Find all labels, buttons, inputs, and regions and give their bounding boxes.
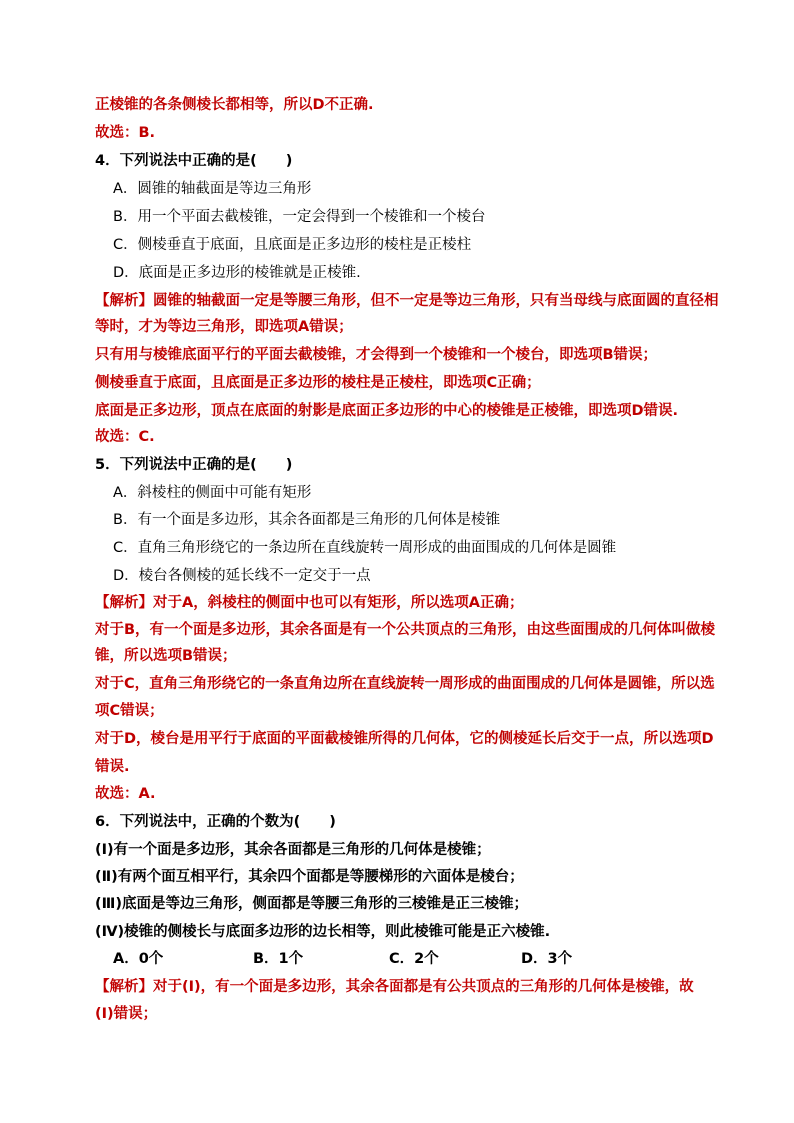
q4-choice: 故选：C. bbox=[95, 429, 155, 445]
q5-analysis-line bbox=[95, 593, 523, 613]
q3-analysis-line: 正棱锥的各条侧棱长都相等，所以D不正确. bbox=[95, 97, 374, 113]
q6-analysis-line bbox=[95, 977, 694, 997]
q6-answer-c: C．2个 bbox=[389, 951, 439, 967]
q5-analysis-line: 对于D，棱台是用平行于底面的平面截棱锥所得的几何体，它的侧棱延长后交于一点，所以选项D bbox=[95, 731, 714, 747]
q5-analysis-line: 项C错误； bbox=[95, 703, 164, 719]
q5-option-a: A．斜棱柱的侧面中可能有矩形 bbox=[113, 485, 312, 501]
q3-choice: 故选：B. bbox=[95, 125, 156, 141]
q5-option-d: D．棱台各侧棱的延长线不一定交于一点 bbox=[113, 568, 371, 584]
q4-option-c: C．侧棱垂直于底面，且底面是正多边形的棱柱是正棱柱 bbox=[113, 237, 472, 253]
q4-analysis-line: 等时，才为等边三角形，即选项A错误； bbox=[95, 319, 353, 335]
q4-analysis-line bbox=[95, 291, 719, 311]
analysis-tag: 【解析】 bbox=[95, 979, 153, 995]
q4-analysis-line: 只有用与棱锥底面平行的平面去截棱锥，才会得到一个棱锥和一个棱台，即选项B错误； bbox=[95, 347, 658, 363]
analysis-tag: 【解析】 bbox=[95, 293, 153, 309]
q4-option-a: A．圆锥的轴截面是等边三角形 bbox=[113, 181, 312, 197]
q6-statement-1: (Ⅰ)有一个面是多边形，其余各面都是三角形的几何体是棱锥； bbox=[95, 842, 491, 858]
q5-option-c: C．直角三角形绕它的一条边所在直线旋转一周形成的曲面围成的几何体是圆锥 bbox=[113, 540, 617, 556]
q6-answer-d: D．3个 bbox=[521, 951, 573, 967]
q5-analysis-line: 对于C，直角三角形绕它的一条直角边所在直线旋转一周形成的曲面围成的几何体是圆锥，所以选 bbox=[95, 676, 715, 692]
q5-analysis-line: 锥，所以选项B错误； bbox=[95, 648, 237, 664]
q5-analysis-line: 错误. bbox=[95, 759, 130, 775]
q6-analysis-line: (Ⅰ)错误； bbox=[95, 1006, 158, 1022]
q4-analysis-line: 底面是正多边形，顶点在底面的射影是底面正多边形的中心的棱锥是正棱锥，即选项D错误. bbox=[95, 403, 679, 419]
q6-answer-row bbox=[113, 949, 673, 969]
q6-statement-3: (Ⅲ)底面是等边三角形，侧面都是等腰三角形的三棱锥是正三棱锥； bbox=[95, 896, 528, 912]
q6-answer-a: A．0个 bbox=[113, 951, 164, 967]
q5-analysis-line: 对于B，有一个面是多边形，其余各面是有一个公共顶点的三角形，由这些面围成的几何体叫做棱 bbox=[95, 622, 716, 638]
q5-stem: 5．下列说法中正确的是( ) bbox=[95, 457, 293, 473]
q5-analysis-text: 对于A，斜棱柱的侧面中也可以有矩形，所以选项A正确； bbox=[153, 595, 524, 611]
analysis-tag: 【解析】 bbox=[95, 595, 153, 611]
q6-answer-b: B．1个 bbox=[253, 951, 304, 967]
q5-choice: 故选：A. bbox=[95, 786, 156, 802]
q4-option-d: D．底面是正多边形的棱锥就是正棱锥. bbox=[113, 265, 361, 281]
q4-stem: 4．下列说法中正确的是( ) bbox=[95, 153, 293, 169]
q6-analysis-text: 对于(Ⅰ)，有一个面是多边形，其余各面都是有公共顶点的三角形的几何体是棱锥，故 bbox=[153, 979, 694, 995]
q6-stem: 6．下列说法中，正确的个数为( ) bbox=[95, 814, 336, 830]
q6-statement-4: (Ⅳ)棱锥的侧棱长与底面多边形的边长相等，则此棱锥可能是正六棱锥. bbox=[95, 924, 551, 940]
q4-option-b: B．用一个平面去截棱锥，一定会得到一个棱锥和一个棱台 bbox=[113, 209, 486, 225]
q5-option-b: B．有一个面是多边形，其余各面都是三角形的几何体是棱锥 bbox=[113, 512, 500, 528]
q4-analysis-line: 侧棱垂直于底面，且底面是正多边形的棱柱是正棱柱，即选项C正确； bbox=[95, 375, 541, 391]
q4-analysis-text: 圆锥的轴截面一定是等腰三角形，但不一定是等边三角形，只有当母线与底面圆的直径相 bbox=[153, 293, 719, 309]
q6-statement-2: (Ⅱ)有两个面互相平行，其余四个面都是等腰梯形的六面体是棱台； bbox=[95, 869, 524, 885]
